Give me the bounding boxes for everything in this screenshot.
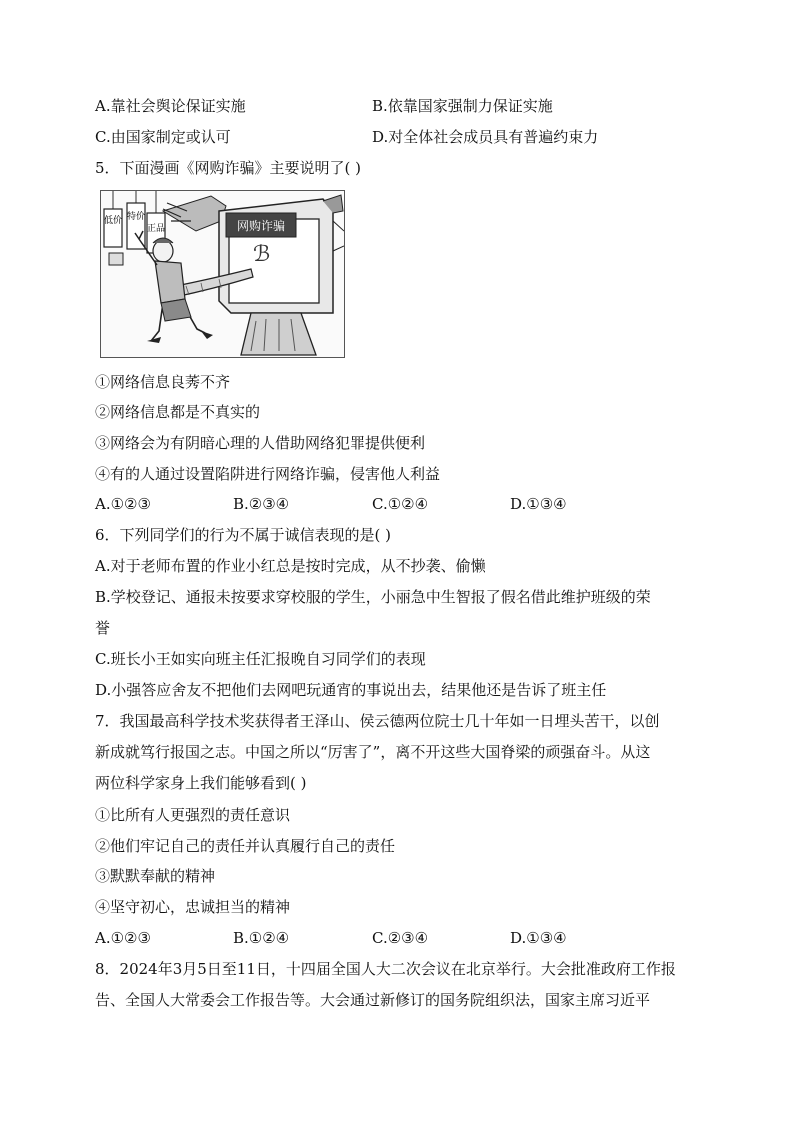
q7-item-1: ①比所有人更强烈的责任意识 [95,806,291,824]
q4-option-d: D.对全体社会成员具有普遍约束力 [372,128,599,146]
q6-stem: 6．下列同学们的行为不属于诚信表现的是( ) [95,526,392,544]
q7-option-d: D.①③④ [510,929,567,947]
q7-stem-line-3: 两位科学家身上我们能够看到( ) [95,774,307,792]
q4-option-a: A.靠社会舆论保证实施 [95,97,246,115]
q5-item-4: ④有的人通过设置陷阱进行网络诈骗，侵害他人利益 [95,465,441,483]
price-tag-1-text: 低价 [103,216,123,226]
q5-item-1: ①网络信息良莠不齐 [95,373,231,391]
q5-option-c: C.①②④ [372,495,429,513]
q8-stem-line-2: 告、全国人大常委会工作报告等。大会通过新修订的国务院组织法，国家主席习近平 [95,991,651,1009]
q7-item-4: ④坚守初心，忠诚担当的精神 [95,898,291,916]
q7-item-3: ③默默奉献的精神 [95,867,216,885]
q5-option-a: A.①②③ [95,495,151,513]
q6-option-c: C.班长小王如实向班主任汇报晚自习同学们的表现 [95,650,426,668]
q7-item-2: ②他们牢记自己的责任并认真履行自己的责任 [95,837,396,855]
screen-label: 网购诈骗 [236,219,286,233]
price-tag-2 [127,203,145,249]
price-tag-1 [104,209,122,247]
q6-option-d: D.小强答应舍友不把他们去网吧玩通宵的事说出去，结果他还是告诉了班主任 [95,681,607,699]
q7-stem-line-1: 7．我国最高科学技术奖获得者王泽山、侯云德两位院士几十年如一日埋头苦干，以创 [95,712,660,730]
q7-option-a: A.①②③ [95,929,151,947]
q4-option-b: B.依靠国家强制力保证实施 [372,97,553,115]
q5-item-3: ③网络会为有阴暗心理的人借助网络犯罪提供便利 [95,434,426,452]
price-tag-2-text: 特价 [126,212,146,222]
cartoon-drawing [101,191,344,357]
q6-option-b-line-2: 誉 [95,619,111,637]
q6-option-a: A.对于老师布置的作业小红总是按时完成，从不抄袭、偷懒 [95,557,486,575]
q7-option-c: C.②③④ [372,929,429,947]
monitor [219,195,344,313]
online-fraud-cartoon [100,190,345,358]
q5-option-d: D.①③④ [510,495,567,513]
q5-option-b: B.②③④ [233,495,290,513]
q5-stem: 5．下面漫画《网购诈骗》主要说明了( ) [95,159,362,177]
screen-scribble: ℬ [253,242,271,267]
q6-option-b-line-1: B.学校登记、通报未按要求穿校服的学生，小丽急中生智报了假名借此维护班级的荣 [95,588,651,606]
price-tag-3-text: 正品 [146,224,166,234]
q4-option-c: C.由国家制定或认可 [95,128,231,146]
q7-stem-line-2: 新成就笃行报国之志。中国之所以“厉害了”，离不开这些大国脊梁的顽强奋斗。从这 [95,743,651,761]
q5-item-2: ②网络信息都是不真实的 [95,403,261,421]
q7-option-b: B.①②④ [233,929,290,947]
q8-stem-line-1: 8．2024年3月5日至11日，十四届全国人大二次会议在北京举行。大会批准政府工作报 [95,960,676,978]
